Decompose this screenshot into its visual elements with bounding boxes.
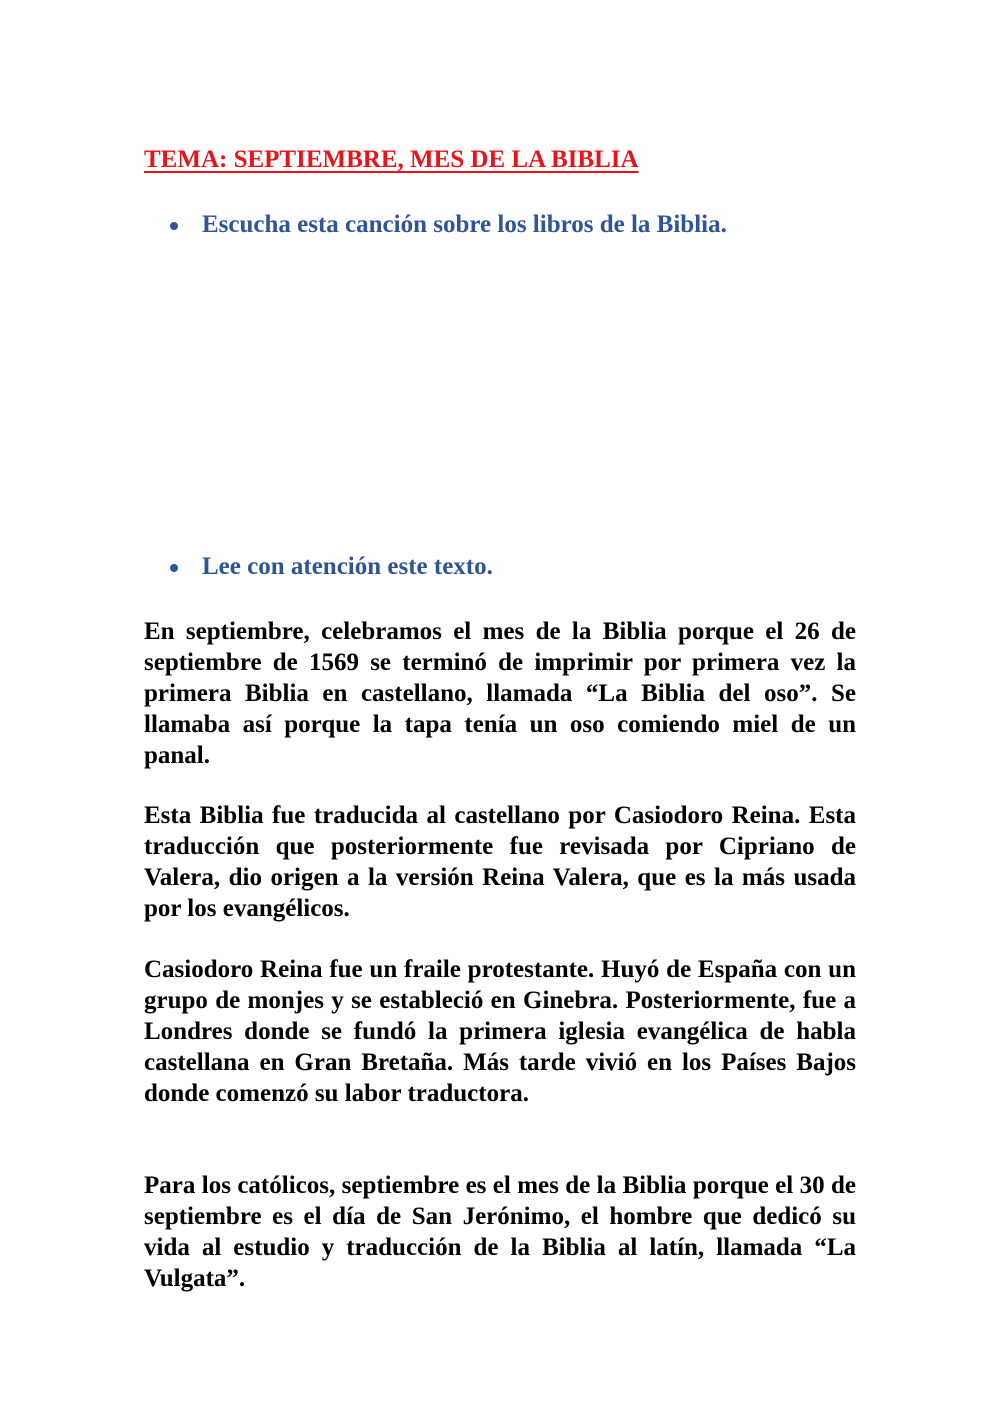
instruction-read-text: Lee con atención este texto.: [202, 553, 493, 580]
paragraph-traduccion-reina: Esta Biblia fue traducida al castellano por Casiodoro Reina. Esta traducción que posteriormente fue revisada por Cipriano de Valera, dio origen a la versión Reina Valera, que es la más usada por los evangélicos.: [144, 802, 856, 922]
paragraph-casiodoro-reina: Casiodoro Reina fue un fraile protestante. Huyó de España con un grupo de monjes y se estableció en Ginebra. Posteriormente, fue a Londres donde se fundó la primera iglesia evangélica de habla castellana en Gran Bretaña. Más tarde vivió en los Países Bajos donde comenzó su labor traductora.: [144, 956, 856, 1107]
paragraph-san-jeronimo: Para los católicos, septiembre es el mes de la Biblia porque el 30 de septiembre es el día de San Jerónimo, el hombre que dedicó su vida al estudio y traducción de la Biblia al latín, llamada “La Vulgata”.: [144, 1172, 856, 1292]
page-title: TEMA: SEPTIEMBRE, MES DE LA BIBLIA: [144, 146, 639, 173]
instruction-listen-text: Escucha esta canción sobre los libros de la Biblia.: [202, 211, 727, 238]
instruction-read: [170, 553, 493, 581]
bullet-icon: [170, 222, 178, 230]
bullet-icon: [170, 564, 178, 572]
paragraph-biblia-del-oso: En septiembre, celebramos el mes de la Biblia porque el 26 de septiembre de 1569 se terminó de imprimir por primera vez la primera Biblia en castellano, llamada “La Biblia del oso”. Se llamaba así porque la tapa tenía un oso comiendo miel de un panal.: [144, 618, 856, 769]
instruction-listen: [170, 211, 727, 239]
embedded-audio-area: [144, 265, 856, 535]
